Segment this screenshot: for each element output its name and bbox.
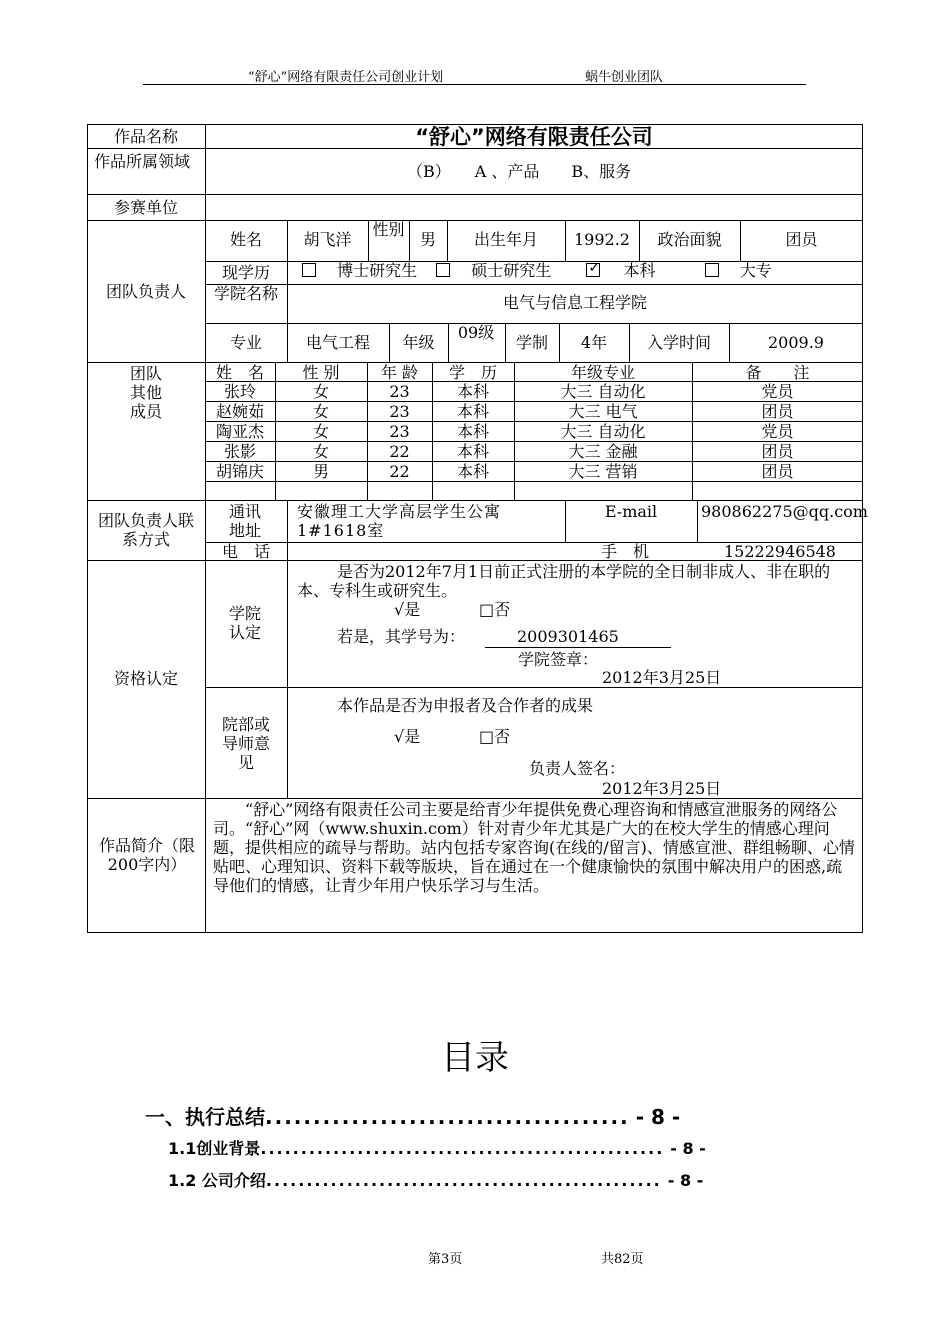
toc-entry[interactable] <box>168 1136 706 1159</box>
college-sign: 学院签章： <box>518 650 599 669</box>
toc-title: 目录 <box>441 1038 509 1078</box>
college-cert-label: 学院认定 <box>228 604 261 642</box>
check-mark-icon: ✓ <box>588 260 601 276</box>
toc-entry-label: 一、执行总结 <box>145 1105 265 1129</box>
footer-page: 第3页 <box>428 1252 463 1267</box>
name-label: 姓名 <box>229 230 262 249</box>
gender-label: 性别 <box>372 220 405 239</box>
header-right: 蜗牛创业团队 <box>585 70 664 85</box>
checkbox-bachelor[interactable] <box>586 260 601 277</box>
members-header-cell: 姓 名 <box>215 363 264 382</box>
application-form <box>87 124 868 933</box>
address-label: 通讯地址 <box>228 502 261 540</box>
mobile-value: 15222946548 <box>724 542 836 561</box>
qual-label: 资格认定 <box>113 669 178 688</box>
member-cell: 大三 金融 <box>568 442 638 461</box>
toc-entry-page: - 8 - <box>667 1171 704 1190</box>
toc-leader-dots: .................................................. <box>260 1139 665 1158</box>
contact-label: 团队负责人联系方式 <box>97 511 194 549</box>
advisor-date: 2012年3月25日 <box>602 779 722 798</box>
cert-no[interactable]: □否 <box>479 600 511 619</box>
member-cell: 23 <box>389 422 410 441</box>
intro-text: “舒心”网络有限责任公司主要是给青少年提供免费心理咨询和情感宣泄服务的网络公司。“舒心”网（www.shuxin.com）针对青少年尤其是广大的在校大学生的情感心理问题，提供相应的疏导与帮助。站内包括专家咨询(在线的/留言)、情感宣泄、群组畅聊、心情贴吧、心理知识、资料下载等版块，旨在通过在一个健康愉快的氛围中解决用户的困惑,疏导他们的情感，让青少年用户快乐学习与生活。 <box>213 800 855 895</box>
member-cell: 陶亚杰 <box>215 422 264 441</box>
header-rule <box>143 84 806 85</box>
member-cell: 本科 <box>456 402 489 421</box>
work-name-label: 作品名称 <box>113 127 178 146</box>
toc-entry-page: - 8 - <box>670 1139 706 1158</box>
member-cell: 女 <box>312 402 329 421</box>
member-cell: 女 <box>312 382 329 401</box>
phone-label: 电 话 <box>221 542 270 561</box>
degree-label: 现学历 <box>221 263 270 282</box>
leader-system: 4年 <box>580 333 608 352</box>
toc-entry-label: 1.1创业背景 <box>168 1139 261 1158</box>
cert-yes[interactable]: √是 <box>394 600 421 619</box>
degree-options <box>302 261 862 281</box>
advisor-yes[interactable]: √是 <box>394 727 421 746</box>
member-cell: 胡锦庆 <box>215 462 264 481</box>
degree-option-bachelor: 本科 <box>623 261 656 280</box>
leader-label: 团队负责人 <box>105 282 186 301</box>
leader-major: 电气工程 <box>305 333 370 352</box>
birth-label: 出生年月 <box>473 230 538 249</box>
politics-label: 政治面貌 <box>657 230 722 249</box>
advisor-no[interactable]: □否 <box>479 727 511 746</box>
checkbox-master[interactable] <box>436 263 450 277</box>
member-cell: 大三 自动化 <box>560 422 646 441</box>
student-id-label: 若是，其学号为： <box>337 627 466 646</box>
member-cell: 23 <box>389 402 410 421</box>
member-cell: 女 <box>312 422 329 441</box>
member-cell: 党员 <box>761 382 794 401</box>
member-cell: 党员 <box>761 422 794 441</box>
members-header-cell: 学 历 <box>448 363 497 382</box>
member-cell: 大三 营销 <box>568 462 638 481</box>
field-label: 作品所属领域 <box>94 152 191 171</box>
mobile-label: 手 机 <box>601 542 650 561</box>
member-cell: 女 <box>312 442 329 461</box>
leader-entry: 2009.9 <box>768 333 824 352</box>
member-cell: 本科 <box>456 462 489 481</box>
checkbox-doctor[interactable] <box>302 263 316 277</box>
toc-entry[interactable] <box>168 1168 703 1191</box>
leader-college: 电气与信息工程学院 <box>502 293 647 312</box>
leader-birth: 1992.2 <box>574 230 630 249</box>
address-value: 安徽理工大学高层学生公寓1#1618室 <box>297 502 502 540</box>
advisor-question: 本作品是否为申报者及合作者的成果 <box>337 696 594 715</box>
toc-entry-page: - 8 - <box>635 1105 681 1129</box>
checkbox-college[interactable] <box>705 263 719 277</box>
degree-option-doctor: 博士研究生 <box>337 261 418 280</box>
cert-question: 是否为2012年7月1日前正式注册的本学院的全日制非成人、非在职的本、专科生或研究生。 <box>297 562 831 600</box>
work-name: “舒心”网络有限责任公司 <box>415 125 653 149</box>
members-header-cell: 年级专业 <box>570 363 635 382</box>
member-cell: 本科 <box>456 422 489 441</box>
college-label: 学院名称 <box>213 284 278 303</box>
members-label: 团队其他成员 <box>129 364 162 421</box>
leader-politics: 团员 <box>785 230 818 249</box>
member-cell: 张影 <box>223 442 256 461</box>
degree-option-master: 硕士研究生 <box>471 261 552 280</box>
system-label: 学制 <box>515 333 548 352</box>
members-header-cell: 年 龄 <box>380 363 419 382</box>
member-cell: 团员 <box>761 442 794 461</box>
entry-label: 入学时间 <box>646 333 711 352</box>
advisor-sign: 负责人签名： <box>529 759 626 778</box>
leader-grade: 09级 <box>457 323 495 342</box>
degree-option-college: 大专 <box>739 261 772 280</box>
advisor-label: 院部或导师意见 <box>221 715 270 772</box>
toc-leader-dots: ................................................. <box>265 1171 662 1190</box>
member-cell: 22 <box>389 442 410 461</box>
leader-name: 胡飞洋 <box>303 230 352 249</box>
member-cell: 团员 <box>761 402 794 421</box>
unit-label: 参赛单位 <box>113 198 178 217</box>
member-cell: 本科 <box>456 382 489 401</box>
major-label: 专业 <box>229 333 262 352</box>
member-cell: 本科 <box>456 442 489 461</box>
cert-date: 2012年3月25日 <box>602 668 722 687</box>
toc-leader-dots: ...................................... <box>265 1105 630 1129</box>
member-cell: 团员 <box>761 462 794 481</box>
member-cell: 大三 电气 <box>568 402 638 421</box>
leader-gender: 男 <box>419 230 436 249</box>
intro-label: 作品简介（限200字内） <box>98 836 195 874</box>
members-header-cell: 性 别 <box>302 363 340 382</box>
member-cell: 张玲 <box>223 382 256 401</box>
field-value: （B） A 、产品 B、服务 <box>407 162 632 181</box>
member-cell: 男 <box>312 462 329 481</box>
toc-entry-label: 1.2 公司介绍 <box>168 1171 266 1190</box>
member-cell: 赵婉茹 <box>215 402 264 421</box>
student-id: 2009301465 <box>485 627 671 648</box>
grade-label: 年级 <box>402 333 435 352</box>
members-header-cell: 备 注 <box>745 363 810 382</box>
member-cell: 22 <box>389 462 410 481</box>
member-cell: 大三 自动化 <box>560 382 646 401</box>
header-left: “舒心”网络有限责任公司创业计划 <box>248 70 444 85</box>
email-value: 980862275@qq.com <box>701 502 868 521</box>
toc-entry[interactable] <box>145 1101 680 1130</box>
email-label: E-mail <box>604 502 658 521</box>
footer-total: 共82页 <box>601 1252 644 1267</box>
member-cell: 23 <box>389 382 410 401</box>
